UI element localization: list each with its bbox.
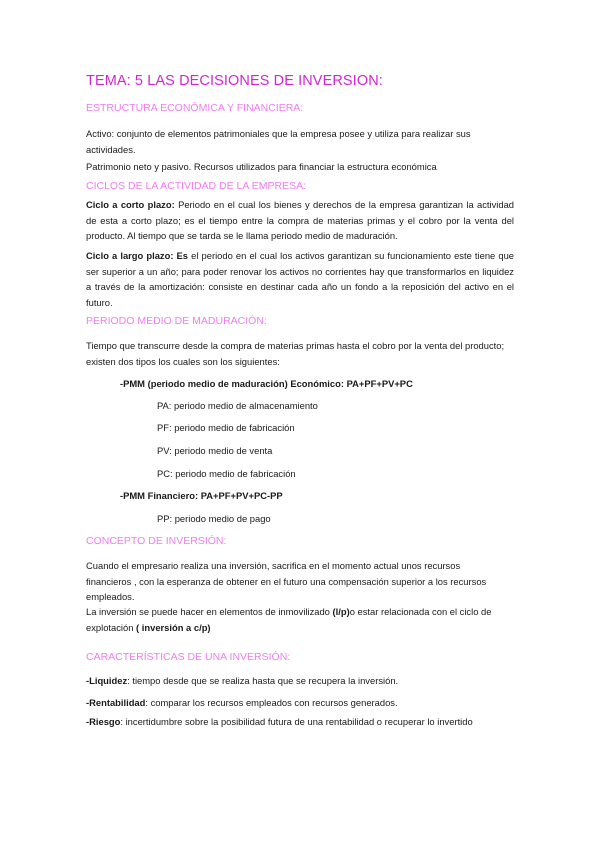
pmm-economico: -PMM (periodo medio de maduración) Económico: PA+PF+PV+PC	[120, 378, 413, 389]
page-title: TEMA: 5 LAS DECISIONES DE INVERSION:	[86, 73, 383, 89]
item-liquidez	[86, 673, 514, 689]
heading-concepto: CONCEPTO DE INVERSIÓN:	[86, 535, 227, 547]
label-rentabilidad: -Rentabilidad	[86, 697, 146, 708]
text-liquidez: : tiempo desde que se realiza hasta que se recupera la inversión.	[127, 675, 399, 686]
paragraph-periodo-intro: Tiempo que transcurre desde la compra de materias primas hasta el cobro por la venta del producto; existen dos tipos los cuales son los siguientes:	[86, 340, 505, 367]
pmm-item-pv: PV: periodo medio de venta	[157, 445, 273, 456]
pmm-item-pc: PC: periodo medio de fabricación	[157, 468, 296, 479]
pmm-item-pf: PF: periodo medio de fabricación	[157, 422, 295, 433]
text-ciclo-largo: el periodo en el cual los activos garantizan su funcionamiento este tiene que ser superior a un año; para poder renovar los activos no corrientes hay que transformarlos en liquidez a través de la amortización: consiste en destinar cada año un fondo a la reposición del activo en el futuro.	[86, 250, 514, 308]
text-concepto-2b: (l/p)	[332, 606, 350, 617]
paragraph-activo: Activo: conjunto de elementos patrimoniales que la empresa posee y utiliza para realizar sus actividades.	[86, 128, 471, 155]
item-riesgo	[86, 714, 506, 730]
text-ciclo-corto: Periodo en el cual los bienes y derechos de la empresa garantizan la actividad de esta a corto plazo; es el tiempo entre la compra de materias primas y el cobro por la venta del producto. Al tiempo que se tarda se le llama periodo medio de maduración.	[86, 199, 515, 242]
heading-estructura: ESTRUCTURA ECONÓMICA Y FINANCIERA:	[86, 102, 304, 114]
heading-ciclos: CICLOS DE LA ACTIVIDAD DE LA EMPRESA:	[86, 180, 306, 192]
text-concepto-2a: La inversión se puede hacer en elementos de inmovilizado	[86, 606, 333, 617]
text-concepto-2c: o estar relacionada con el ciclo de explotación	[86, 606, 492, 633]
label-ciclo-largo: Ciclo a largo plazo: Es	[86, 250, 189, 261]
paragraph-concepto-1: Cuando el empresario realiza una inversión, sacrifica en el momento actual unos recursos financieros , con la esperanza de obtener en el futuro una compensación superior a los recursos empleados.	[86, 560, 487, 603]
label-liquidez: -Liquidez	[86, 675, 128, 686]
paragraph-concepto-2	[86, 604, 514, 635]
pmm-financiero: -PMM Financiero: PA+PF+PV+PC-PP	[120, 490, 283, 501]
paragraph-patrimonio: Patrimonio neto y pasivo. Recursos utilizados para financiar la estructura económica	[86, 161, 437, 172]
label-ciclo-corto: Ciclo a corto plazo:	[86, 199, 175, 210]
heading-periodo-medio: PERIODO MEDIO DE MADURACIÓN:	[86, 315, 267, 327]
label-riesgo: -Riesgo	[86, 716, 121, 727]
pmm-item-pp: PP: periodo medio de pago	[157, 513, 271, 524]
pmm-item-pa: PA: periodo medio de almacenamiento	[157, 400, 318, 411]
item-rentabilidad	[86, 695, 514, 711]
text-riesgo: : incertidumbre sobre la posibilidad futura de una rentabilidad o recuperar lo invertido	[120, 716, 473, 727]
paragraph-ciclo-corto	[86, 197, 514, 244]
heading-caracteristicas: CARACTERÍSTICAS DE UNA INVERSIÓN:	[86, 651, 291, 663]
text-concepto-2d: ( inversión a c/p)	[136, 621, 211, 633]
paragraph-ciclo-largo	[86, 248, 514, 310]
text-rentabilidad: : comparar los recursos empleados con recursos generados.	[145, 697, 398, 708]
